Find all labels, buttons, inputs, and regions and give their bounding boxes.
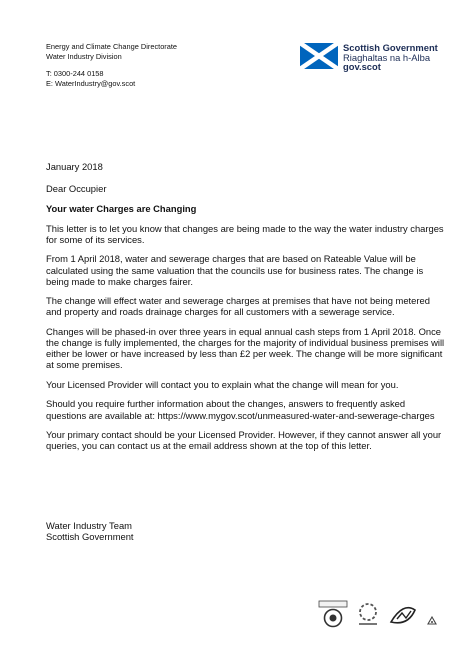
investors-in-people-icon	[356, 602, 380, 628]
sender-email: E: WaterIndustry@gov.scot	[46, 78, 136, 88]
paragraph-primary-contact: Your primary contact should be your Licensed Provider. However, if they cannot answer all your queries, you can contact us at the email address shown at the top of this letter.	[46, 429, 442, 452]
division-name: Water Industry Division	[46, 51, 122, 61]
logo-line-english: Scottish Government	[343, 42, 438, 53]
logo-line-gaelic: Riaghaltas na h-Alba	[343, 51, 431, 63]
letter-body	[46, 161, 446, 460]
accreditation-badge-icon	[318, 600, 348, 628]
signoff	[46, 520, 134, 542]
footer-badges	[318, 600, 438, 628]
paragraph-intro: This letter is to let you know that changes are being made to the way the water industry charges for some of its services.	[46, 222, 444, 245]
quality-mark-icon	[388, 602, 418, 628]
signoff-organisation: Scottish Government	[46, 531, 134, 543]
paragraph-phasing: Changes will be phased-in over three years in equal annual cash steps from 1 April 2018. Once the change is fully implemented, the charges for the majority of individual business premises will either be lower or have increased by less than £2 per week. The change will be more significant at some premises.	[46, 325, 445, 371]
paragraph-further-info: Should you require further information about the changes, answers to frequently asked questions are available at: https://www.mygov.scot/unmeasured-water-and-sewerage-charges	[46, 398, 435, 421]
paragraph-rateable-value: From 1 April 2018, water and sewerage charges that are based on Rateable Value will be calculated using the same valuation that the councils use for business rates. The change is being made to make charges fairer.	[46, 253, 424, 287]
sender-address	[46, 42, 177, 88]
letter-date: January 2018	[46, 161, 103, 172]
paragraph-provider-contact: Your Licensed Provider will contact you to explain what the change will mean for you.	[46, 378, 399, 390]
scottish-government-logo	[300, 43, 438, 72]
saltire-flag-icon	[300, 43, 338, 69]
recycle-icon	[426, 616, 438, 628]
logo-line-web: gov.scot	[343, 61, 381, 73]
letter-subject: Your water Charges are Changing	[46, 202, 197, 214]
paragraph-effect: The change will effect water and sewerage charges at premises that have not being metered and property and roads drainage charges for all customers with a sewerage service.	[46, 295, 430, 318]
sender-phone: T: 0300-244 0158	[46, 69, 104, 79]
signoff-team: Water Industry Team	[46, 520, 132, 531]
salutation: Dear Occupier	[46, 183, 107, 195]
directorate-name: Energy and Climate Change Directorate	[46, 42, 178, 51]
